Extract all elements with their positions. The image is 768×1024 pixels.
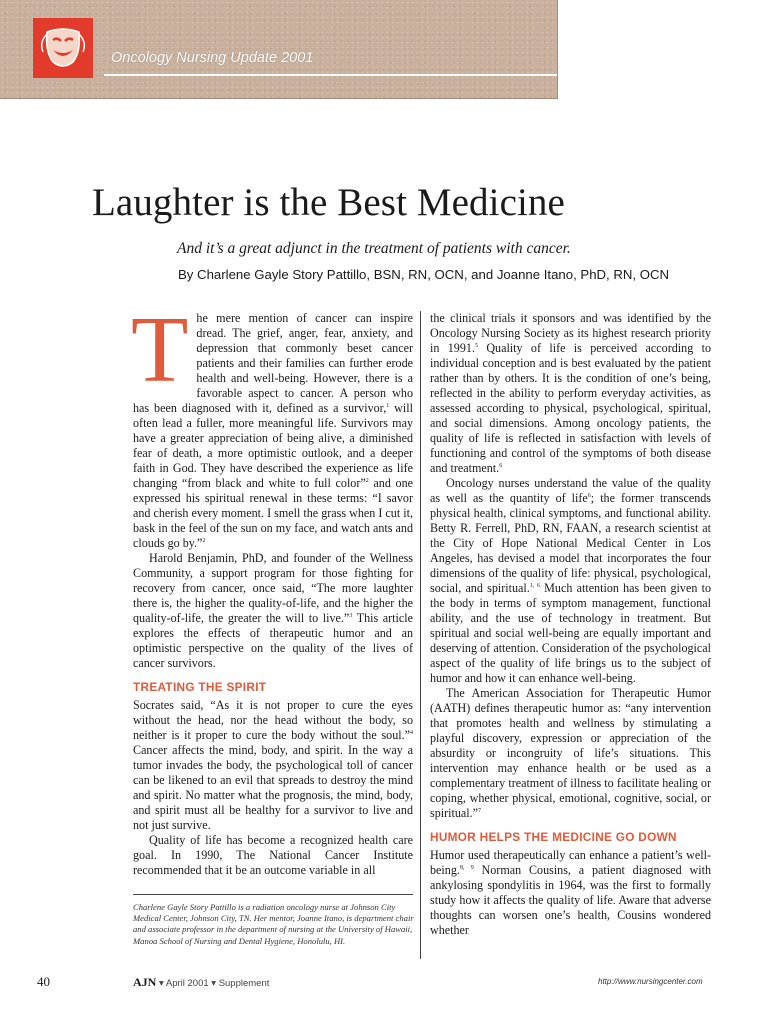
banner-rule (104, 74, 557, 76)
article-subtitle: And it’s a great adjunct in the treatment of patients with cancer. (177, 240, 571, 257)
left-column (131, 298, 414, 878)
paragraph: The mere mention of cancer can inspire dread. The grief, anger, fear, anxiety, and depression that commonly beset cancer patients and their families can further erode health and well-being. However, there is a favorable aspect to cancer. A person who has been diagnosed with it, defined as a survivor,$^1$ will often lead a fuller, more meaningful life. Survivors may have a greater appreciation of being alive, a diminished fear of death, a more optimistic outlook, and a deeper faith in God. They have described the experience as life changing “from black and white to full color”$^2$ and one expressed his spiritual renewal in these terms: “I savor and cherish every moment. I smell the grass when I cut it, bask in the feel of the sun on my face, and watch ants and clouds go by.”$^2$ (131, 298, 413, 550)
paragraph: Socrates said, “As it is not proper to cure the eyes without the head, nor the head without the body, so neither is it proper to cure the body without the soul.”$^4$ Cancer affects the mind, body, and spirit. In the way a tumor invades the body, the psychological toll of cancer can be likened to an evil that spreads to destroy the mind and spirit. No matter what the prognosis, the mind, body, and spirit must all be healthy for a survivor to live and not just survive. (133, 698, 413, 832)
section-heading: HUMOR HELPS THE MEDICINE GO DOWN (430, 830, 677, 844)
page-number: 40 (37, 974, 50, 989)
theater-mask-icon (33, 18, 93, 78)
drop-cap: T (131, 298, 189, 402)
series-title: Oncology Nursing Update 2001 (111, 50, 314, 66)
issue-info: ▾ April 2001 ▾ Supplement (156, 978, 270, 989)
paragraph: The American Association for Therapeutic Humor (AATH) defines therapeutic humor as: “any intervention that promotes health and wellness by stimulating a playful discovery, expression or appreciation of the absurdity or incongruity of life’s situations. This intervention may enhance health or be used as a complementary treatment of illness to facilitate healing or coping, whether physical, emotional, cognitive, social, or spiritual.”$^7$ (430, 686, 711, 820)
article-title: Laughter is the Best Medicine (92, 181, 565, 224)
header-banner (0, 0, 558, 99)
journal-name: AJN (133, 975, 157, 989)
right-column (430, 311, 711, 938)
journal-footer (133, 975, 269, 990)
logo (33, 18, 93, 78)
paragraph: Humor used therapeutically can enhance a patient’s well-being.$^{8, 9}$ Norman Cousins, a patient diagnosed with ankylosing spondylitis in 1964, was the first to formally study how it affects the quality of life. Aware that adverse thoughts can worsen one’s health, Cousins wondered whether (430, 848, 712, 937)
paragraph: Harold Benjamin, PhD, and founder of the Wellness Community, a support program for those fighting for recovery from cancer, once said, “The more laughter there is, the higher the quality-of-life, and the higher the quality-of-life, the greater the will to live.”$^3$ This article explores the effects of therapeutic humor and an optimistic perspective on the quality of the lives of cancer survivors. (133, 551, 414, 670)
paragraph: Quality of life has become a recognized health care goal. In 1990, The National Cancer Institute recommended that it be an outcome variable in all (133, 833, 413, 877)
column-divider (420, 311, 421, 959)
paragraph: the clinical trials it sponsors and was identified by the Oncology Nursing Society as its highest research priority in 1991.$^5$ Quality of life is perceived according to individual conception and is best evaluated by the patient rather than by others. It is the condition of one’s being, reflected in the ability to perform everyday activities, as assessed according to physical, psychological, spiritual, and social dimensions. Among oncology patients, the quality of life is reflected in satisfaction with levels of functioning and control of the symptoms of both disease and treatment.$^6$ (430, 311, 711, 475)
footnote-rule (133, 894, 413, 895)
paragraph: Oncology nurses understand the value of the quality as well as the quantity of life$^6$; the former transcends physical health, clinical symptoms, and functional ability. Betty R. Ferrell, PhD, RN, FAAN, a research scientist at the City of Hope National Medical Center in Los Angeles, has devised a model that incorporates the four dimensions of the quality of life: physical, psychological, social, and spiritual.$^{1, 6}$ Much attention has been given to the body in terms of symptom management, functional ability, and the use of technology in treatment. But spiritual and social well-being are equally important and deserving of attention. Consideration of the psychological aspect of the quality of life brings us to the subject of humor and how it can enhance well-being. (430, 476, 711, 685)
website-url[interactable]: http://www.nursingcenter.com (598, 977, 703, 986)
byline: By Charlene Gayle Story Pattillo, BSN, RN, OCN, and Joanne Itano, PhD, RN, OCN (178, 267, 670, 282)
author-footnote: Charlene Gayle Story Pattillo is a radiation oncology nurse at Johnson City Medical Center, Johnson City, TN. Her mentor, Joanne Itano, is department chair and associate professor in the department of nursing at the University of Hawaii, Manoa School of Nursing and Dental Hygiene, Honolulu, HI. (133, 902, 414, 946)
section-heading: TREATING THE SPIRIT (133, 680, 267, 694)
